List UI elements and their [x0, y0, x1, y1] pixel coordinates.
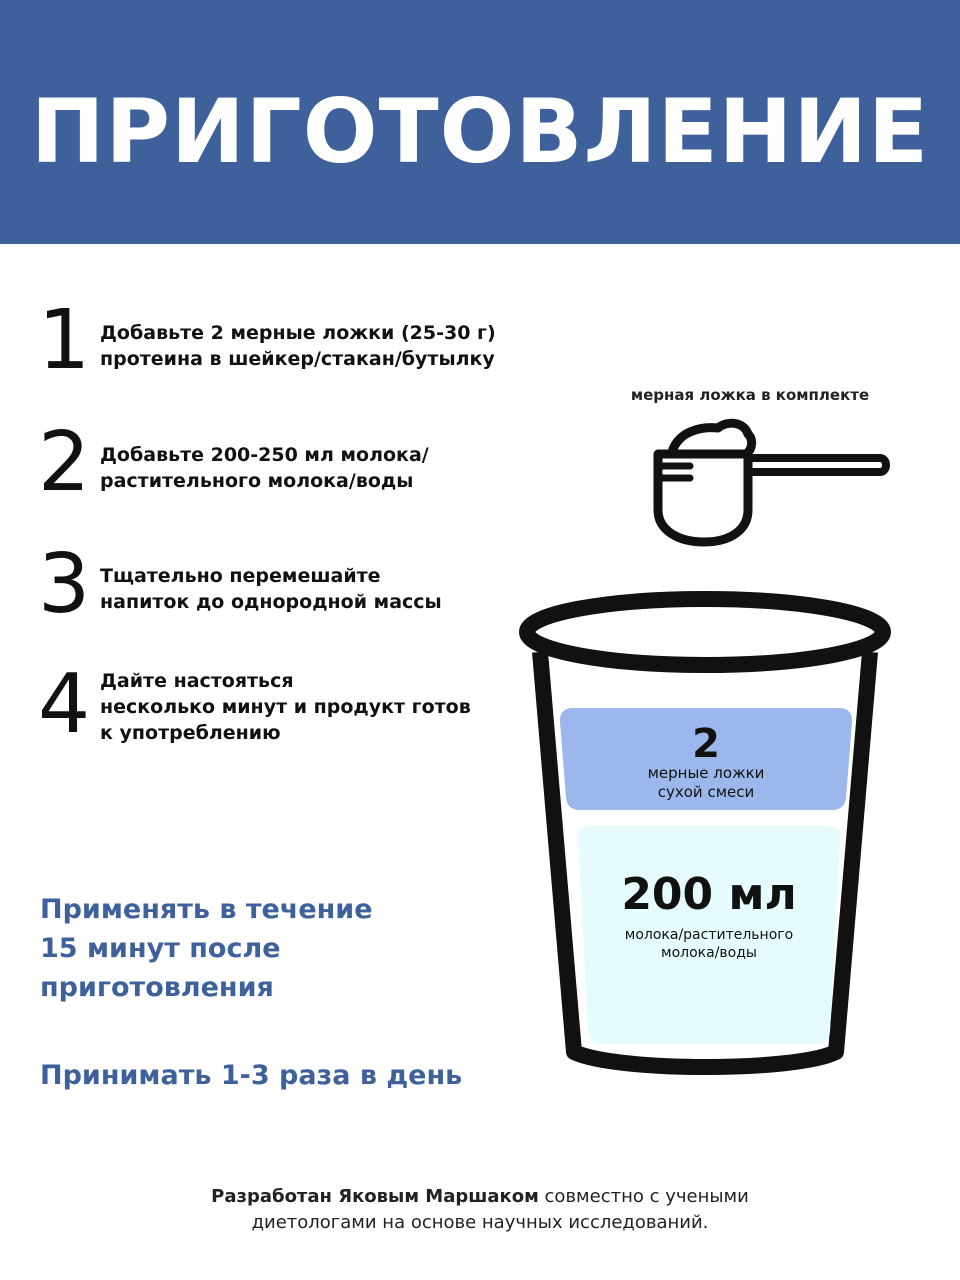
step-text: Дайте настояться несколько минут и продукт готов к употреблению — [100, 670, 471, 744]
powder-amount: 2 — [692, 721, 720, 767]
step-1 — [38, 293, 538, 390]
liquid-amount: 200 мл — [621, 869, 797, 920]
step-number: 3 — [38, 537, 91, 632]
liquid-label: молока/растительного молока/воды — [624, 927, 794, 961]
footer-credits — [120, 1184, 840, 1236]
page-title: ПРИГОТОВЛЕНИЕ — [30, 80, 930, 183]
liquid-layer — [578, 826, 840, 1044]
step-number: 4 — [38, 657, 91, 752]
step-number: 1 — [38, 293, 91, 388]
footer-author: Разработан Яковым Маршаком — [211, 1186, 539, 1207]
header-banner — [0, 0, 960, 244]
step-text: Добавьте 2 мерные ложки (25-30 г) протеина в шейкер/стакан/бутылку — [100, 322, 496, 370]
powder-layer — [560, 708, 852, 810]
step-number: 2 — [38, 415, 91, 510]
step-text: Добавьте 200-250 мл молока/ растительного молока/воды — [100, 444, 429, 492]
step-4 — [38, 657, 538, 754]
frequency-note: Принимать 1-3 раза в день — [40, 1060, 463, 1091]
use-within-note: Применять в течение 15 минут после приготовления — [40, 894, 373, 1003]
powder-label: мерные ложки сухой смеси — [647, 764, 765, 801]
step-text: Тщательно перемешайте напиток до однородной массы — [100, 565, 442, 613]
step-2 — [38, 415, 538, 512]
scoop-caption: мерная ложка в комплекте — [630, 386, 870, 404]
measuring-scoop-icon — [648, 418, 898, 558]
step-3 — [38, 537, 538, 634]
footer-description: совместно с учеными диетологами на основе научных исследований. — [251, 1186, 749, 1233]
